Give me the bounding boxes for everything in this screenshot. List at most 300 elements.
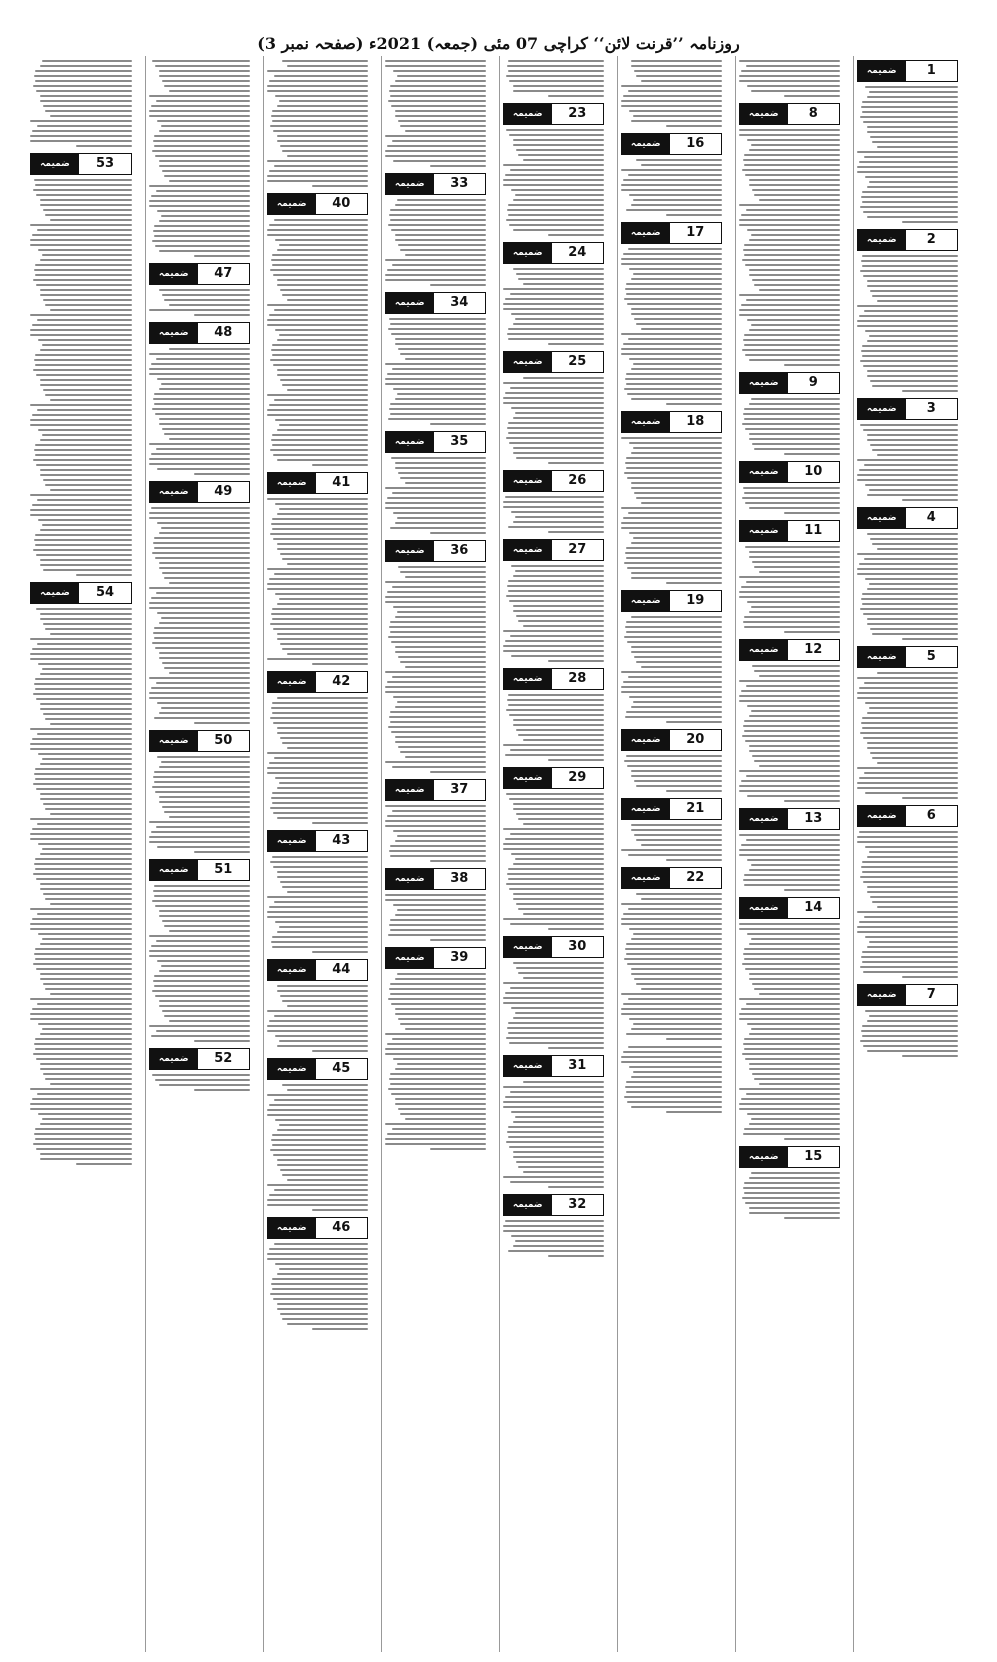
text-line bbox=[390, 323, 486, 325]
text-line bbox=[863, 275, 958, 277]
text-line bbox=[742, 963, 840, 965]
text-line bbox=[623, 1051, 722, 1053]
text-line bbox=[739, 680, 840, 682]
text-line bbox=[272, 110, 368, 112]
text-line bbox=[631, 1076, 722, 1078]
text-line bbox=[503, 303, 604, 305]
text-line bbox=[274, 399, 368, 401]
text-line bbox=[628, 1046, 722, 1048]
text-line bbox=[513, 719, 604, 721]
text-line bbox=[277, 339, 368, 341]
ad-header bbox=[739, 520, 840, 542]
text-line bbox=[862, 861, 958, 863]
text-line bbox=[157, 210, 250, 212]
text-line bbox=[752, 443, 840, 445]
text-line bbox=[511, 853, 604, 855]
text-line bbox=[392, 140, 486, 142]
text-line bbox=[510, 169, 604, 171]
text-line bbox=[159, 289, 250, 291]
ad-number: 19 bbox=[670, 591, 721, 611]
text-line bbox=[43, 105, 132, 107]
text-line bbox=[784, 364, 840, 366]
text-line bbox=[405, 576, 486, 578]
text-line bbox=[621, 353, 722, 355]
text-line bbox=[509, 134, 604, 136]
ad-tag-label: ضمیمہ bbox=[150, 860, 198, 880]
text-line bbox=[523, 159, 604, 161]
text-line bbox=[631, 368, 722, 370]
text-line bbox=[33, 783, 132, 785]
text-line bbox=[867, 131, 958, 133]
text-line bbox=[271, 439, 368, 441]
text-line bbox=[867, 340, 958, 342]
text-line bbox=[391, 731, 486, 733]
text-line bbox=[162, 920, 250, 922]
text-line bbox=[862, 603, 958, 605]
ad-header bbox=[621, 867, 722, 889]
text-line bbox=[751, 938, 840, 940]
text-line bbox=[392, 810, 486, 812]
text-line bbox=[857, 320, 958, 322]
text-line bbox=[267, 1114, 368, 1116]
text-line bbox=[859, 831, 958, 833]
text-line bbox=[36, 464, 132, 466]
text-line bbox=[739, 294, 840, 296]
text-line bbox=[393, 388, 486, 390]
ad-tag-label: ضمیمہ bbox=[504, 937, 552, 957]
text-line bbox=[507, 873, 604, 875]
text-line bbox=[746, 581, 840, 583]
text-line bbox=[270, 125, 368, 127]
ad-number: 6 bbox=[906, 806, 957, 826]
text-line bbox=[860, 116, 958, 118]
ad-header bbox=[621, 590, 722, 612]
text-line bbox=[392, 264, 486, 266]
text-line bbox=[43, 983, 132, 985]
text-line bbox=[282, 558, 368, 560]
text-line bbox=[741, 844, 840, 846]
text-line bbox=[388, 1088, 486, 1090]
ad-tag-label: ضمیمہ bbox=[622, 799, 670, 819]
text-line bbox=[859, 563, 958, 565]
ad-tag-label: ضمیمہ bbox=[386, 948, 434, 968]
ad-number: 13 bbox=[788, 809, 839, 829]
text-line bbox=[870, 290, 958, 292]
text-line bbox=[515, 858, 604, 860]
ad-tag-label: ضمیمہ bbox=[858, 399, 906, 419]
text-line bbox=[627, 1101, 722, 1103]
text-line bbox=[279, 1124, 368, 1126]
text-line bbox=[156, 1030, 250, 1032]
text-line bbox=[282, 384, 368, 386]
ad-tag-label: ضمیمہ bbox=[268, 473, 316, 493]
text-line bbox=[631, 308, 722, 310]
text-line bbox=[277, 727, 368, 729]
text-line bbox=[508, 694, 604, 696]
text-line bbox=[272, 712, 368, 714]
text-line bbox=[902, 1055, 958, 1057]
text-line bbox=[864, 772, 958, 774]
ad-tag-label: ضمیمہ bbox=[268, 960, 316, 980]
ad-number: 21 bbox=[670, 799, 721, 819]
text-line bbox=[269, 578, 368, 580]
text-line bbox=[157, 756, 250, 758]
text-line bbox=[152, 408, 250, 410]
text-line bbox=[631, 1106, 722, 1108]
text-line bbox=[739, 224, 840, 226]
text-line bbox=[860, 424, 958, 426]
text-line bbox=[631, 829, 722, 831]
text-line bbox=[152, 240, 250, 242]
text-line bbox=[40, 943, 132, 945]
text-line bbox=[156, 682, 250, 684]
text-line bbox=[30, 404, 132, 406]
text-line bbox=[621, 348, 722, 350]
text-line bbox=[548, 660, 604, 662]
text-line bbox=[397, 75, 486, 77]
text-line bbox=[743, 1043, 840, 1045]
text-line bbox=[36, 698, 132, 700]
classified-ad bbox=[503, 1194, 604, 1257]
text-line bbox=[277, 105, 368, 107]
text-line bbox=[754, 448, 840, 450]
text-line bbox=[40, 469, 132, 471]
text-line bbox=[506, 595, 604, 597]
text-line bbox=[510, 1181, 604, 1183]
text-line bbox=[156, 826, 250, 828]
text-line bbox=[35, 868, 132, 870]
text-line bbox=[390, 993, 486, 995]
text-line bbox=[743, 413, 840, 415]
ad-number: 28 bbox=[552, 669, 603, 689]
text-line bbox=[747, 229, 840, 231]
text-line bbox=[749, 750, 840, 752]
ad-tag-label: ضمیمہ bbox=[31, 583, 79, 603]
text-line bbox=[508, 704, 604, 706]
text-line bbox=[287, 1089, 368, 1091]
text-line bbox=[34, 683, 132, 685]
text-line bbox=[743, 725, 840, 727]
ad-tag-label: ضمیمہ bbox=[622, 591, 670, 611]
text-line bbox=[902, 390, 958, 392]
text-line bbox=[272, 608, 368, 610]
text-line bbox=[154, 637, 250, 639]
text-line bbox=[155, 413, 250, 415]
ad-number: 51 bbox=[198, 860, 249, 880]
text-line bbox=[161, 215, 250, 217]
text-line bbox=[859, 777, 958, 779]
text-line bbox=[385, 596, 486, 598]
text-line bbox=[398, 244, 486, 246]
text-line bbox=[739, 1108, 840, 1110]
text-line bbox=[503, 744, 604, 746]
text-line bbox=[35, 1138, 132, 1140]
text-line bbox=[784, 1217, 840, 1219]
text-line bbox=[149, 458, 250, 460]
text-line bbox=[395, 741, 486, 743]
text-line bbox=[751, 1172, 840, 1174]
text-line bbox=[395, 115, 486, 117]
text-line bbox=[30, 653, 132, 655]
text-line bbox=[749, 1212, 840, 1214]
text-line bbox=[149, 512, 250, 514]
text-line bbox=[169, 180, 250, 182]
text-line bbox=[269, 1194, 368, 1196]
text-line bbox=[862, 201, 958, 203]
text-line bbox=[506, 709, 604, 711]
text-line bbox=[862, 951, 958, 953]
text-line bbox=[40, 100, 132, 102]
text-line bbox=[749, 403, 840, 405]
text-line bbox=[279, 508, 368, 510]
text-line bbox=[36, 788, 132, 790]
text-line bbox=[391, 1003, 486, 1005]
text-line bbox=[390, 413, 486, 415]
text-line bbox=[397, 199, 486, 201]
text-line bbox=[877, 454, 958, 456]
text-line bbox=[864, 156, 958, 158]
text-line bbox=[395, 398, 486, 400]
text-line bbox=[153, 398, 250, 400]
ad-number: 9 bbox=[788, 373, 839, 393]
ad-number: 27 bbox=[552, 540, 603, 560]
ad-header bbox=[739, 808, 840, 830]
ad-number: 30 bbox=[552, 937, 603, 957]
text-line bbox=[385, 691, 486, 693]
text-line bbox=[627, 963, 722, 965]
text-line bbox=[40, 1063, 132, 1065]
text-line bbox=[387, 681, 486, 683]
text-line bbox=[269, 170, 368, 172]
ad-header bbox=[267, 1058, 368, 1080]
text-line bbox=[277, 543, 368, 545]
text-line bbox=[30, 120, 132, 122]
text-line bbox=[280, 289, 368, 291]
text-line bbox=[744, 1048, 840, 1050]
text-line bbox=[503, 848, 604, 850]
ad-tag-label: ضمیمہ bbox=[504, 669, 552, 689]
text-line bbox=[548, 1047, 604, 1049]
text-line bbox=[388, 328, 486, 330]
text-line bbox=[742, 497, 840, 499]
text-line bbox=[739, 75, 840, 77]
text-line bbox=[162, 80, 250, 82]
text-line bbox=[277, 787, 368, 789]
text-line bbox=[516, 813, 604, 815]
text-line bbox=[751, 710, 840, 712]
text-line bbox=[38, 933, 132, 935]
text-line bbox=[749, 1207, 840, 1209]
text-line bbox=[621, 169, 722, 171]
text-line bbox=[739, 60, 840, 62]
text-line bbox=[741, 70, 840, 72]
text-line bbox=[623, 1003, 722, 1005]
text-line bbox=[37, 913, 132, 915]
text-line bbox=[503, 1101, 604, 1103]
text-line bbox=[392, 586, 486, 588]
text-line bbox=[621, 918, 722, 920]
text-line bbox=[40, 798, 132, 800]
text-line bbox=[157, 612, 250, 614]
text-line bbox=[312, 1050, 368, 1052]
text-line bbox=[76, 1163, 132, 1165]
text-line bbox=[274, 757, 368, 759]
text-line bbox=[754, 194, 840, 196]
ad-number: 36 bbox=[434, 541, 485, 561]
text-line bbox=[40, 973, 132, 975]
text-line bbox=[159, 970, 250, 972]
text-line bbox=[860, 1040, 958, 1042]
text-line bbox=[385, 671, 486, 673]
text-line bbox=[513, 521, 604, 523]
text-line bbox=[739, 923, 840, 925]
column-5 bbox=[381, 56, 489, 1652]
text-line bbox=[397, 701, 486, 703]
text-line bbox=[40, 384, 132, 386]
text-line bbox=[277, 1129, 368, 1131]
text-line bbox=[40, 883, 132, 885]
text-line bbox=[155, 1079, 250, 1081]
text-line bbox=[267, 498, 368, 500]
text-line bbox=[509, 224, 604, 226]
text-line bbox=[627, 765, 722, 767]
text-line bbox=[149, 353, 250, 355]
column-3 bbox=[617, 56, 725, 1652]
text-line bbox=[863, 211, 958, 213]
text-line bbox=[395, 239, 486, 241]
classified-ad bbox=[267, 959, 368, 1052]
text-line bbox=[862, 191, 958, 193]
text-line bbox=[149, 205, 250, 207]
text-line bbox=[865, 936, 958, 938]
text-line bbox=[749, 184, 840, 186]
text-line bbox=[194, 473, 250, 475]
text-line bbox=[267, 588, 368, 590]
text-line bbox=[33, 369, 132, 371]
text-line bbox=[744, 616, 840, 618]
ad-header bbox=[30, 153, 132, 175]
text-line bbox=[159, 562, 250, 564]
text-line bbox=[633, 363, 722, 365]
text-line bbox=[273, 538, 368, 540]
ad-tag-label: ضمیمہ bbox=[740, 898, 788, 918]
text-line bbox=[744, 164, 840, 166]
text-line bbox=[30, 1108, 132, 1110]
classified-ad bbox=[503, 60, 604, 97]
ad-number: 26 bbox=[552, 471, 603, 491]
ad-number: 18 bbox=[670, 412, 721, 432]
text-line bbox=[631, 646, 722, 648]
text-line bbox=[857, 677, 958, 679]
text-line bbox=[867, 533, 958, 535]
text-line bbox=[393, 160, 486, 162]
ad-header bbox=[739, 103, 840, 125]
text-line bbox=[50, 489, 132, 491]
text-line bbox=[513, 90, 604, 92]
text-line bbox=[38, 1113, 132, 1115]
text-line bbox=[902, 797, 958, 799]
classified-ad bbox=[267, 671, 368, 824]
text-line bbox=[275, 419, 368, 421]
text-line bbox=[40, 613, 132, 615]
text-line bbox=[513, 962, 604, 964]
ad-header bbox=[267, 1217, 368, 1239]
text-line bbox=[385, 363, 486, 365]
text-line bbox=[152, 642, 250, 644]
text-line bbox=[153, 632, 250, 634]
text-line bbox=[385, 601, 486, 603]
ad-tag-label: ضمیمہ bbox=[740, 1147, 788, 1167]
column-6 bbox=[263, 56, 371, 1652]
text-line bbox=[32, 324, 132, 326]
text-line bbox=[40, 708, 132, 710]
text-line bbox=[267, 911, 368, 913]
text-line bbox=[739, 928, 840, 930]
text-line bbox=[621, 184, 722, 186]
text-line bbox=[863, 1045, 958, 1047]
classified-ad bbox=[503, 539, 604, 662]
text-line bbox=[405, 358, 486, 360]
text-line bbox=[744, 874, 840, 876]
text-line bbox=[631, 120, 722, 122]
ad-header bbox=[503, 668, 604, 690]
text-line bbox=[744, 492, 840, 494]
text-line bbox=[859, 687, 958, 689]
text-line bbox=[277, 459, 368, 461]
text-line bbox=[159, 1005, 250, 1007]
text-line bbox=[503, 179, 604, 181]
text-line bbox=[279, 1040, 368, 1042]
text-line bbox=[744, 730, 840, 732]
text-line bbox=[385, 65, 486, 67]
text-line bbox=[162, 662, 250, 664]
text-line bbox=[902, 499, 958, 501]
text-line bbox=[867, 126, 958, 128]
text-line bbox=[741, 214, 840, 216]
text-line bbox=[631, 973, 722, 975]
text-line bbox=[513, 724, 604, 726]
ad-header bbox=[30, 582, 132, 604]
text-line bbox=[860, 876, 958, 878]
ad-header bbox=[739, 372, 840, 394]
text-line bbox=[159, 712, 250, 714]
text-line bbox=[749, 869, 840, 871]
text-line bbox=[161, 383, 250, 385]
text-line bbox=[503, 1230, 604, 1232]
text-line bbox=[392, 492, 486, 494]
text-line bbox=[312, 1328, 368, 1330]
text-line bbox=[388, 726, 486, 728]
text-line bbox=[395, 234, 486, 236]
text-line bbox=[759, 289, 840, 291]
text-line bbox=[149, 373, 250, 375]
text-line bbox=[749, 507, 840, 509]
text-line bbox=[30, 1013, 132, 1015]
text-line bbox=[35, 948, 132, 950]
ad-number: 34 bbox=[434, 293, 485, 313]
text-line bbox=[626, 1091, 722, 1093]
text-line bbox=[312, 185, 368, 187]
text-line bbox=[43, 479, 132, 481]
text-line bbox=[50, 723, 132, 725]
text-line bbox=[267, 1258, 368, 1260]
text-line bbox=[508, 868, 604, 870]
text-line bbox=[631, 651, 722, 653]
text-line bbox=[749, 611, 840, 613]
text-line bbox=[159, 160, 250, 162]
text-line bbox=[277, 1273, 368, 1275]
text-line bbox=[861, 956, 958, 958]
